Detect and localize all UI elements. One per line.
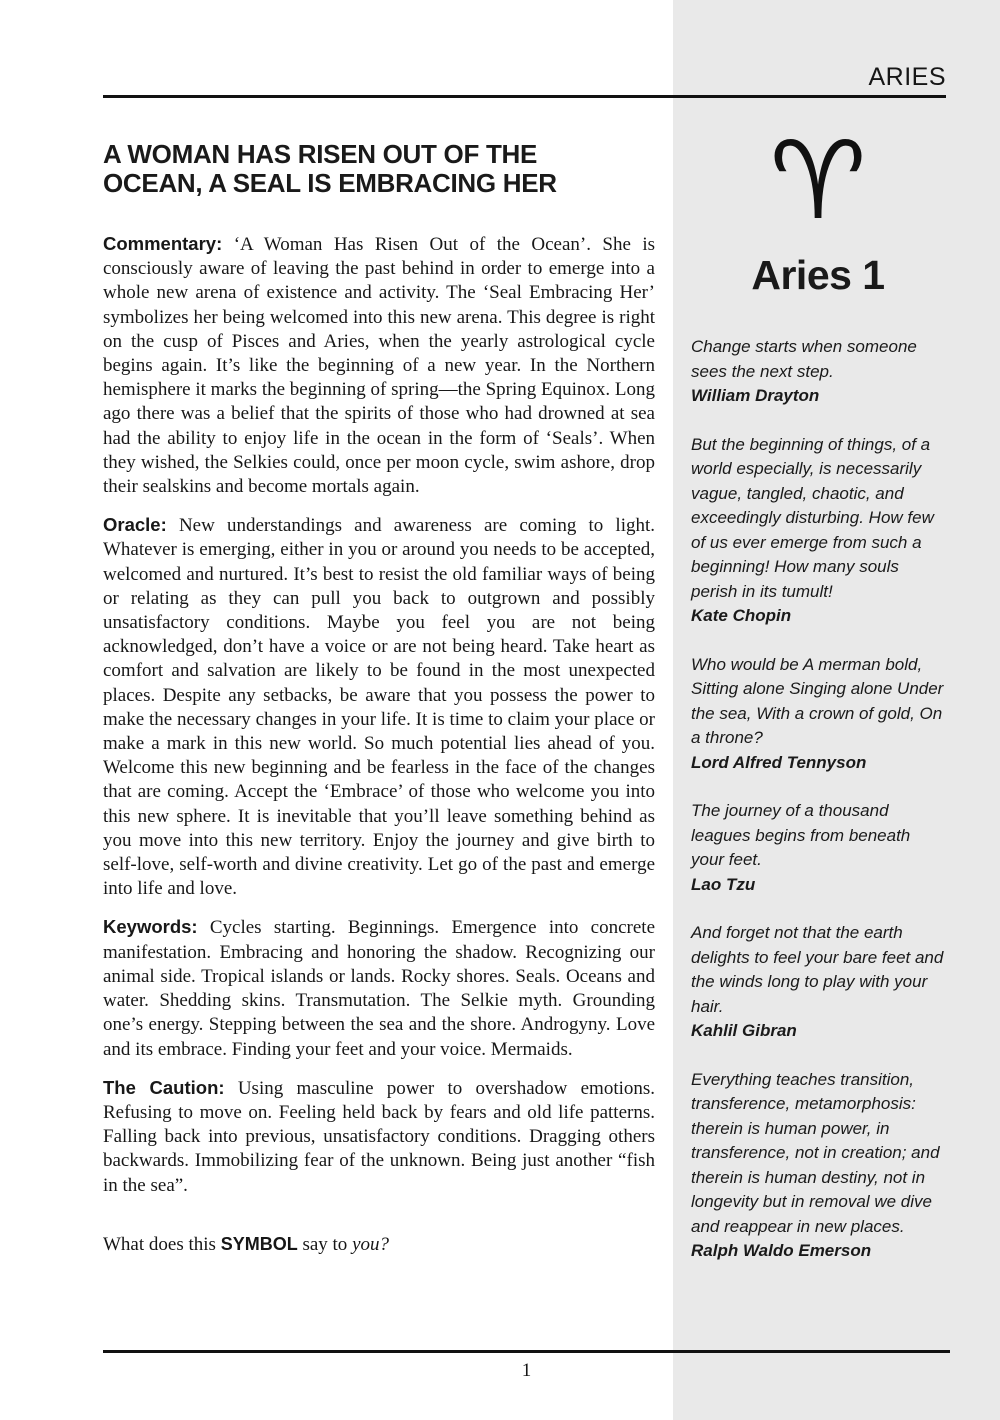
question-symbol-word: SYMBOL — [220, 1233, 298, 1254]
quote-author: William Drayton — [691, 386, 820, 405]
caution-paragraph — [103, 1076, 655, 1198]
question-middle: say to — [297, 1233, 353, 1255]
oracle-label: Oracle: — [103, 514, 167, 536]
symbol-question — [103, 1234, 655, 1256]
commentary-text: ‘A Woman Has Risen Out of the Ocean’. She is consciously aware of leaving the past behind in order to emerge into a whole new arena of existence and activity. The ‘Seal Embracing Her’ symbolizes her being welcomed into this new arena. This degree is right on the cusp of Pisces and Aries, when the yearly astrological cycle begins again. It’s like the beginning of a new year. In the Northern hemisphere it marks the beginning of spring—the Spring Equinox. Long ago there was a belief that the spirits of those who had drowned at sea had the ability to enjoy life in the ocean in the form of ‘Seals’. When they wished, the Selkies could, once per moon cycle, swim ashore, drop their sealskins and become mortals again. — [103, 234, 655, 498]
quote-gibran — [691, 921, 945, 1044]
degree-title: Aries 1 — [751, 252, 885, 298]
keywords-text: Cycles starting. Beginnings. Emergence into concrete manifestation. Embracing and honoring the shadow. Recognizing our animal side. Tropical islands or lands. Rocky shores. Seals. Oceans and water. Shedding skins. Transmutation. The Selkie myth. Grounding one’s energy. Stepping between the sea and the shore. Androgyny. Love and its embrace. Finding your feet and your voice. Mermaids. — [103, 917, 655, 1060]
quote-text: Change starts when someone sees the next step. — [691, 337, 917, 381]
keywords-label: Keywords: — [103, 916, 198, 938]
keywords-paragraph — [103, 915, 655, 1061]
footer-rule — [103, 1350, 950, 1353]
quote-text: Who would be A merman bold, Sitting alone Singing alone Under the sea, With a crown of gold, On a throne? — [691, 654, 944, 747]
quote-text: The journey of a thousand leagues begins from beneath your feet. — [691, 801, 911, 869]
oracle-text: New understandings and awareness are coming to light. Whatever is emerging, either in you or around you needs to be accepted, welcomed and nurtured. It’s best to resist the old familiar ways of being or relating as they can pull you back to outgrown and possibly unsatisfactory conditions. Maybe you feel you are not being acknowledged, don’t have a voice or are not being heard. Take heart as comfort and salvation are likely to be found in the most unexpected places. Despite any setbacks, be aware that you possess the power to make the necessary changes in your life. It is time to claim your place or make a mark in this new world. So much potential lies ahead of you. Welcome this new beginning and be fearless in the face of the changes that are coming. Accept the ‘Embrace’ of those who welcome you into this new sphere. It is inevitable that you’ll leave something behind as you move into this new territory. Enjoy the journey and give birth to self-love, self-worth and divine creativity. Let go of the past and emerge into life and love. — [103, 515, 656, 900]
page-number: 1 — [521, 1360, 532, 1381]
quote-text: And forget not that the earth delights to feel your bare feet and the winds long to play with your hair. — [691, 923, 944, 1016]
quote-laotzu — [691, 799, 945, 897]
quote-author: Ralph Waldo Emerson — [691, 1241, 872, 1260]
quote-chopin — [691, 433, 945, 629]
question-emphasis-word: you? — [352, 1233, 389, 1255]
quote-author: Kahlil Gibran — [691, 1021, 797, 1040]
main-column — [103, 140, 655, 1275]
quote-text: Everything teaches transition, transference, metamorphosis: therein is human power, in transference, not in creation; and therein is human destiny, not in longevity but in removal we dive and reappear in new places. — [691, 1069, 940, 1236]
commentary-label: Commentary: — [103, 233, 223, 254]
quote-tennyson — [691, 653, 945, 776]
caution-text: Using masculine power to overshadow emotions. Refusing to move on. Feeling held back by fears and old life patterns. Falling back into previous, unsatisfactory conditions. Dragging others backwards. Immobilizing fear of the unknown. Being just another “fish in the sea”. — [103, 1077, 656, 1196]
sidebar-column — [691, 116, 945, 1288]
symbol-title-line1: A WOMAN HAS RISEN OUT OF THE — [103, 139, 538, 169]
symbol-title — [103, 140, 655, 198]
running-head-section: ARIES — [868, 63, 946, 91]
symbol-title-line2: OCEAN, A SEAL IS EMBRACING HER — [103, 168, 557, 198]
header-rule — [103, 95, 946, 98]
question-prefix: What does this — [103, 1233, 221, 1255]
quote-emerson — [691, 1068, 945, 1264]
quote-author: Lao Tzu — [691, 874, 756, 894]
quote-text: But the beginning of things, of a world especially, is necessarily vague, tangled, chaotic, and exceedingly disturbing. How few of us ever emerge from such a beginning! How many souls perish in its tumult! — [691, 434, 934, 601]
quote-drayton — [691, 335, 945, 409]
quote-author: Lord Alfred Tennyson — [691, 752, 867, 772]
aries-glyph-icon: ♈ — [769, 119, 867, 244]
quote-author: Kate Chopin — [691, 606, 792, 625]
commentary-paragraph — [103, 232, 655, 499]
oracle-paragraph — [103, 513, 655, 901]
caution-label: The Caution: — [103, 1076, 225, 1098]
